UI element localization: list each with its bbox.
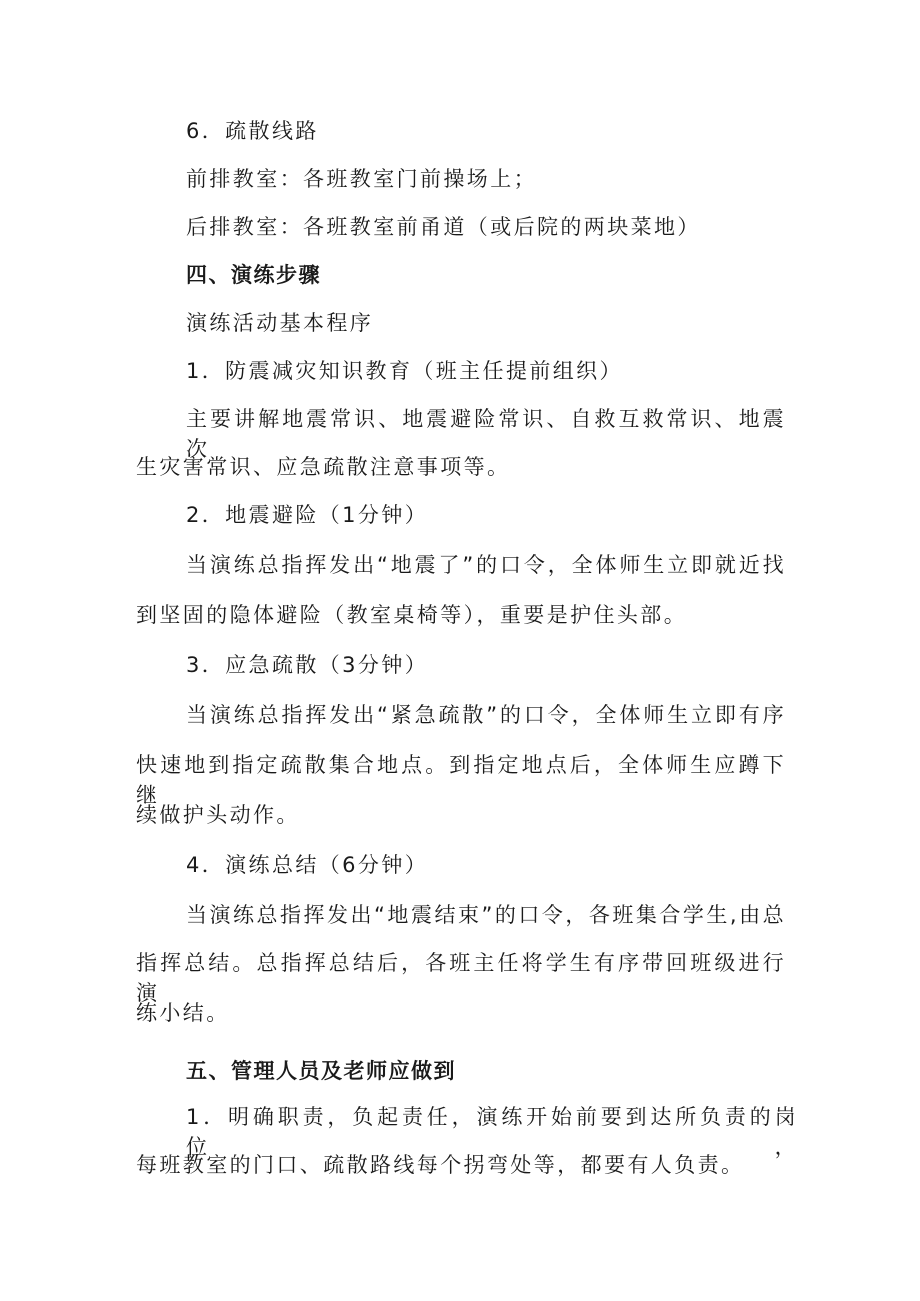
item-6-evacuation-route: 6．疏散线路 (186, 119, 319, 143)
section-4-heading: 四、演练步骤 (186, 263, 321, 287)
drill-procedure-title: 演练活动基本程序 (186, 311, 374, 335)
step-1-text-line-1: 主要讲解地震常识、地震避险常识、自救互救常识、地震次 (186, 407, 786, 461)
duty-1-text-line-2: 每班教室的门口、疏散路线每个拐弯处等，都要有人负责。 (136, 1153, 745, 1177)
duty-1-text-line-1: 1．明确职责，负起责任，演练开始前要到达所负责的岗位， (186, 1105, 798, 1159)
step-3-text-line-2: 快速地到指定疏散集合地点。到指定地点后，全体师生应蹲下继 (136, 753, 786, 807)
step-3-title: 3．应急疏散（3分钟） (186, 653, 429, 677)
section-5-heading: 五、管理人员及老师应做到 (186, 1059, 456, 1083)
step-4-text-line-3: 练小结。 (136, 1001, 230, 1025)
step-2-title: 2．地震避险（1分钟） (186, 503, 429, 527)
step-2-text-line-2: 到坚固的隐体避险（教室桌椅等），重要是护住头部。 (136, 603, 688, 627)
back-classroom-route: 后排教室：各班教室前甬道（或后院的两块菜地） (186, 215, 701, 239)
step-1-text-line-2: 生灾害常识、应急疏散注意事项等。 (136, 455, 511, 479)
step-4-text-line-2: 指挥总结。总指挥总结后，各班主任将学生有序带回班级进行演 (136, 951, 786, 1005)
step-4-title: 4．演练总结（6分钟） (186, 853, 429, 877)
step-2-text-line-1: 当演练总指挥发出“地震了”的口令，全体师生立即就近找 (186, 553, 786, 577)
front-classroom-route: 前排教室：各班教室门前操场上； (186, 167, 537, 191)
step-3-text-line-3: 续做护头动作。 (136, 803, 300, 827)
step-3-text-line-1: 当演练总指挥发出“紧急疏散”的口令，全体师生立即有序 (186, 703, 786, 727)
step-1-title: 1．防震减灾知识教育（班主任提前组织） (186, 359, 623, 383)
step-4-text-line-1: 当演练总指挥发出“地震结束”的口令，各班集合学生,由总 (186, 903, 786, 927)
